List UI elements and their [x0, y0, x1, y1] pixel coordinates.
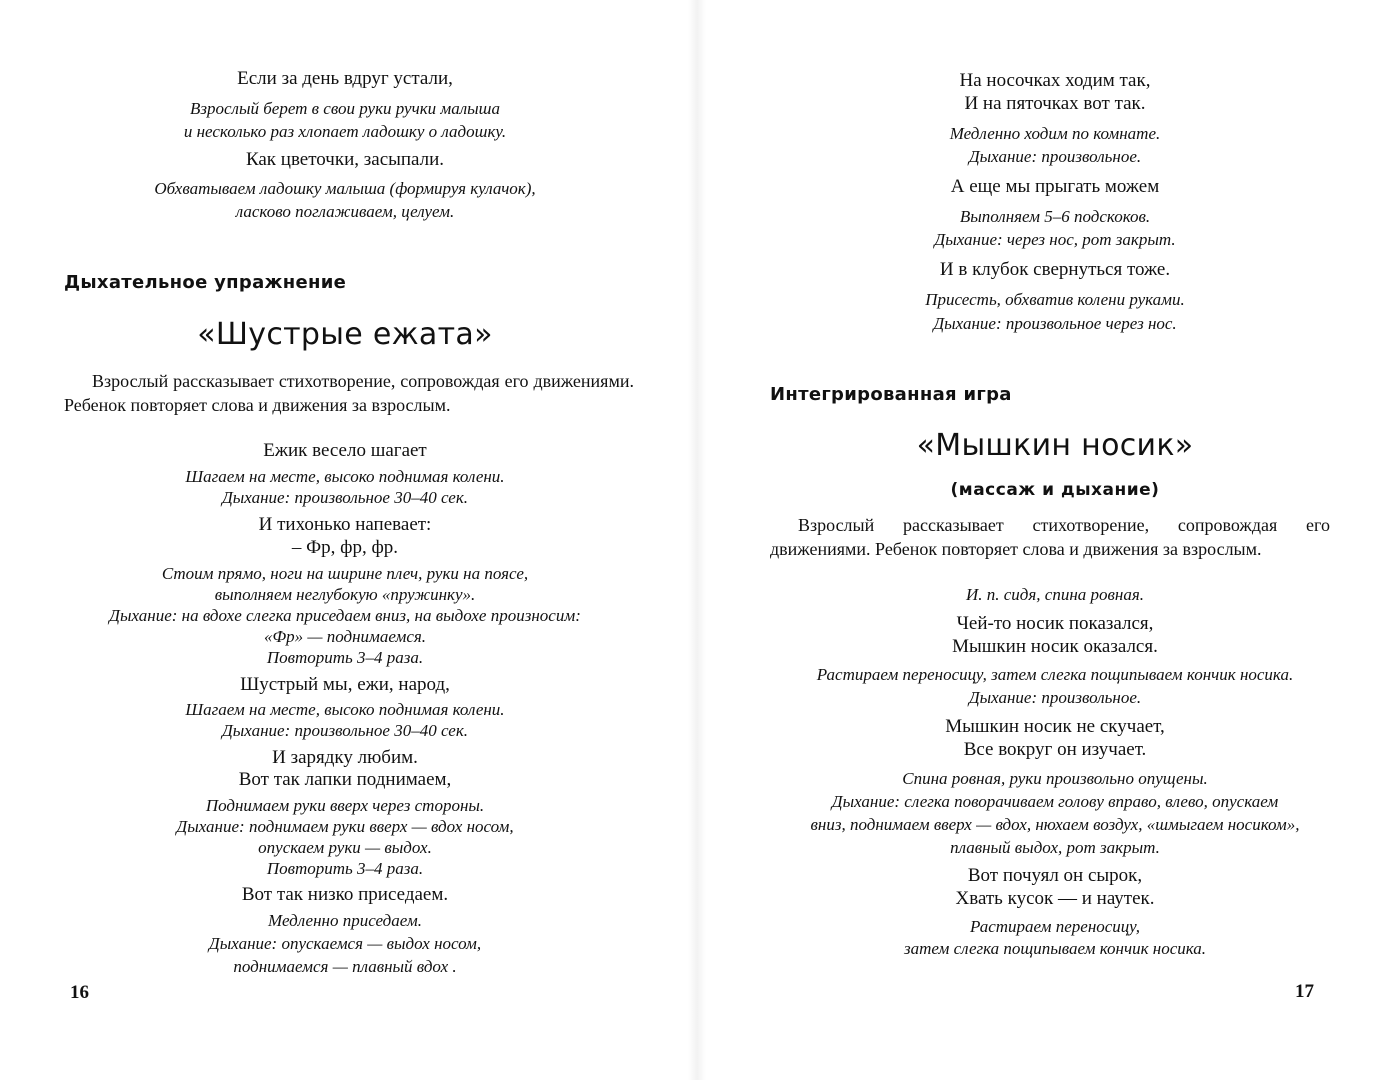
verse-line: Мышкин носик оказался.	[952, 636, 1158, 657]
instruction-line: Дыхание: произвольное через нос.	[933, 314, 1177, 333]
verse-line: Вот так низко приседаем.	[241, 884, 449, 905]
instruction-line: ласково поглаживаем, целуем.	[235, 202, 455, 221]
game-title: «Мышкин носик»	[916, 428, 1194, 463]
verse-line: Чей-то носик показался,	[956, 613, 1154, 634]
verse-line: И в клубок свернуться тоже.	[939, 259, 1171, 280]
verse-line: Как цветочки, засыпали.	[245, 149, 445, 170]
verse-line: Хвать кусок — и наутек.	[955, 888, 1155, 909]
verse-line: Все вокруг он изучает.	[963, 739, 1147, 760]
verse-line: Если за день вдруг устали,	[237, 68, 453, 89]
instruction-line: Стоим прямо, ноги на ширине плеч, руки на поясе,	[161, 564, 529, 583]
verse-line: – Фр, фр, фр.	[291, 537, 399, 558]
instruction-line: Растираем переносицу, затем слегка пощипываем кончик носика.	[816, 665, 1294, 684]
right-page	[697, 0, 1395, 1080]
instruction-line: Дыхание: на вдохе слегка приседаем вниз, на выдохе произносим:	[109, 606, 581, 625]
verse-line: Мышкин носик не скучает,	[945, 716, 1165, 737]
instruction-line: вниз, поднимаем вверх — вдох, нюхаем воздух, «шмыгаем носиком»,	[810, 815, 1300, 834]
instruction-line: Шагаем на месте, высоко поднимая колени.	[185, 467, 505, 486]
game-subtitle: (массаж и дыхание)	[950, 480, 1160, 500]
verse-line: И на пяточках вот так.	[964, 93, 1146, 114]
intro-paragraph: Взрослый рассказывает стихотворение, сопровождая его движениями. Ребенок повторяет слова и движения за взрослым.	[64, 371, 634, 415]
instruction-line: Повторить 3–4 раза.	[266, 648, 424, 667]
instruction-line: Дыхание: слегка поворачиваем голову вправо, влево, опускаем	[831, 792, 1279, 811]
intro-paragraph: Взрослый рассказывает стихотворение, сопровождая его движениями. Ребенок повторяет слова и движения за взрослым.	[770, 515, 1330, 559]
instruction-line: плавный выдох, рот закрыт.	[950, 838, 1160, 857]
instruction-line: И. п. сидя, спина ровная.	[965, 585, 1145, 604]
instruction-line: Дыхание: произвольное 30–40 сек.	[221, 488, 469, 507]
verse-line: А еще мы прыгать можем	[950, 176, 1160, 197]
instruction-line: Поднимаем руки вверх через стороны.	[205, 796, 485, 815]
verse-line: Ежик весело шагает	[263, 440, 427, 461]
instruction-line: Спина ровная, руки произвольно опущены.	[902, 769, 1208, 788]
verse-line: Вот почуял он сырок,	[967, 865, 1143, 886]
instruction-line: Взрослый берет в свои руки ручки малыша	[189, 99, 501, 118]
instruction-line: Медленно ходим по комнате.	[949, 124, 1161, 143]
section-label: Интегрированная игра	[770, 384, 1012, 405]
instruction-line: выполняем неглубокую «пружинку».	[214, 585, 476, 604]
instruction-line: поднимаемся — плавный вдох .	[233, 957, 457, 976]
exercise-title: «Шустрые ежата»	[197, 317, 493, 352]
instruction-line: Дыхание: произвольное.	[968, 688, 1142, 707]
instruction-line: Дыхание: произвольное.	[968, 147, 1142, 166]
instruction-line: и несколько раз хлопает ладошку о ладошку.	[183, 122, 507, 141]
instruction-line: Дыхание: поднимаем руки вверх — вдох носом,	[176, 817, 514, 836]
verse-line: Шустрый мы, ежи, народ,	[240, 674, 450, 695]
page-number: 17	[1295, 981, 1314, 1002]
instruction-line: Растираем переносицу,	[969, 917, 1141, 936]
section-label: Дыхательное упражнение	[64, 272, 347, 293]
instruction-line: затем слегка пощипываем кончик носика.	[903, 939, 1207, 958]
instruction-line: Медленно приседаем.	[268, 911, 422, 930]
instruction-line: Обхватываем ладошку малыша (формируя кулачок),	[154, 179, 536, 198]
instruction-line: Дыхание: через нос, рот закрыт.	[934, 230, 1176, 249]
verse-line: Вот так лапки поднимаем,	[238, 769, 452, 790]
verse-line: На носочках ходим так,	[959, 70, 1151, 91]
instruction-line: опускаем руки — выдох.	[258, 838, 432, 857]
page-number: 16	[70, 982, 89, 1003]
instruction-line: Выполняем 5–6 подскоков.	[959, 207, 1151, 226]
instruction-line: Присесть, обхватив колени руками.	[925, 290, 1185, 309]
instruction-line: Дыхание: произвольное 30–40 сек.	[221, 721, 469, 740]
left-page	[0, 0, 697, 1080]
verse-line: И зарядку любим.	[272, 747, 418, 768]
instruction-line: Дыхание: опускаемся — выдох носом,	[208, 934, 482, 953]
instruction-line: Шагаем на месте, высоко поднимая колени.	[185, 700, 505, 719]
verse-line: И тихонько напевает:	[258, 514, 432, 535]
instruction-line: «Фр» — поднимаемся.	[263, 627, 427, 646]
instruction-line: Повторить 3–4 раза.	[266, 859, 424, 878]
